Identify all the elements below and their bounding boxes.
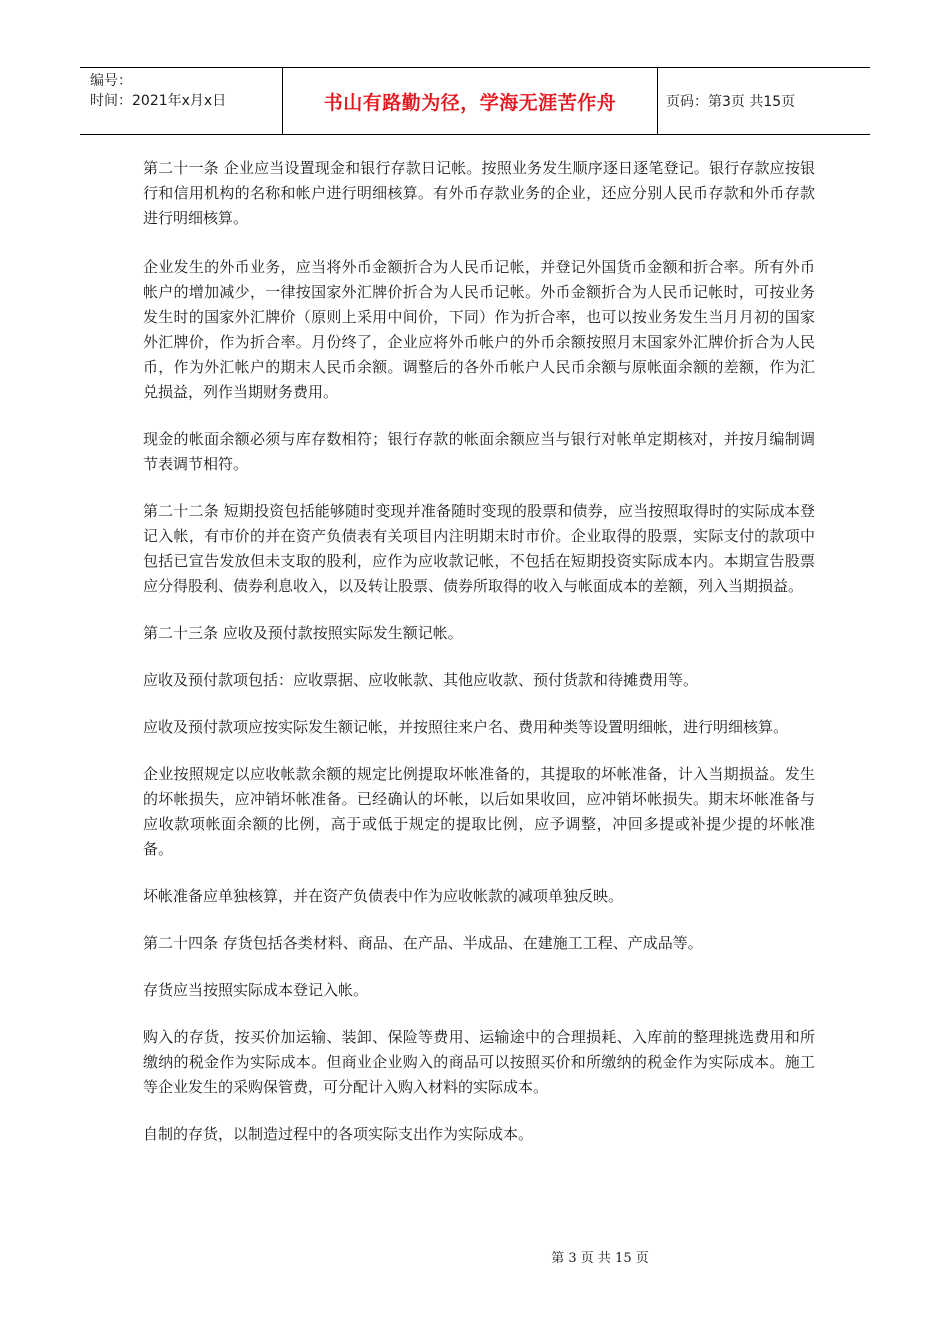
paragraph-inventory-cost: 存货应当按照实际成本登记入帐。	[143, 981, 369, 999]
document-body	[143, 156, 815, 1169]
paragraph-cash-balance: 现金的帐面余额必须与库存数相符；银行存款的帐面余额应当与银行对帐单定期核对，并按月编制调节表调节相符。	[143, 430, 815, 473]
paragraph-article-23: 第二十三条 应收及预付款按照实际发生额记帐。	[143, 624, 463, 642]
paragraph-article-24: 第二十四条 存货包括各类材料、商品、在产品、半成品、在建施工工程、产成品等。	[143, 934, 703, 952]
paragraph-receivables-scope: 应收及预付款项包括：应收票据、应收帐款、其他应收款、预付货款和待摊费用等。	[143, 671, 699, 689]
paragraph-article-22: 第二十二条 短期投资包括能够随时变现并准备随时变现的股票和债券，应当按照取得时的实际成本登记入帐，有市价的并在资产负债表有关项目内注明期末时市价。企业取得的股票，实际支付的款项中包括已宣告发放但未支取的股利，应作为应收款记帐，不包括在短期投资实际成本内。本期宣告股票应分得股利、债券利息收入，以及转让股票、债券所取得的收入与帐面成本的差额，列入当期损益。	[143, 502, 815, 595]
paragraph-bad-debt-reporting: 坏帐准备应单独核算，并在资产负债表中作为应收帐款的减项单独反映。	[143, 887, 624, 905]
paragraph-self-made-inventory: 自制的存货，以制造过程中的各项实际支出作为实际成本。	[143, 1125, 534, 1143]
page-footer: 第 3 页 共 15 页	[551, 1251, 649, 1266]
paragraph-article-21: 第二十一条 企业应当设置现金和银行存款日记帐。按照业务发生顺序逐日逐笔登记。银行存款应按银行和信用机构的名称和帐户进行明细核算。有外币存款业务的企业，还应分别人民币存款和外币存款进行明细核算。	[143, 159, 815, 227]
paragraph-bad-debt-provision: 企业按照规定以应收帐款余额的规定比例提取坏帐准备的，其提取的坏帐准备，计入当期损益。发生的坏帐损失，应冲销坏帐准备。已经确认的坏帐，以后如果收回，应冲销坏帐损失。期末坏帐准备与应收款项帐面余额的比例，高于或低于规定的提取比例，应予调整，冲回多提或补提少提的坏帐准备。	[143, 765, 815, 858]
document-number-label: 编号：	[90, 73, 132, 89]
paragraph-receivables-accounting: 应收及预付款项应按实际发生额记帐，并按照往来户名、费用种类等设置明细帐，进行明细核算。	[143, 718, 789, 736]
header-motto: 书山有路勤为径，学海无涯苦作舟	[283, 68, 658, 134]
header-meta	[80, 68, 283, 134]
paragraph-purchased-inventory: 购入的存货，按买价加运输、装卸、保险等费用、运输途中的合理损耗、入库前的整理挑选费用和所缴纳的税金作为实际成本。但商业企业购入的商品可以按照买价和所缴纳的税金作为实际成本。施工等企业发生的采购保管费，可分配计入购入材料的实际成本。	[143, 1028, 815, 1096]
header-page-number: 页码：第3页 共15页	[666, 94, 796, 110]
paragraph-foreign-currency: 企业发生的外币业务，应当将外币金额折合为人民币记帐，并登记外国货币金额和折合率。所有外币帐户的增加减少，一律按国家外汇牌价折合为人民币记帐。外币金额折合为人民币记帐时，可按业务发生时的国家外汇牌价（原则上采用中间价，下同）作为折合率，也可以按业务发生当月月初的国家外汇牌价，作为折合率。月份终了，企业应将外币帐户的外币余额按照月末国家外汇牌价折合为人民币，作为外汇帐户的期末人民币余额。调整后的各外币帐户人民币余额与原帐面余额的差额，作为汇兑损益，列作当期财务费用。	[143, 258, 815, 401]
page-header	[80, 67, 870, 135]
document-date-label: 时间：2021年x月x日	[90, 93, 227, 109]
